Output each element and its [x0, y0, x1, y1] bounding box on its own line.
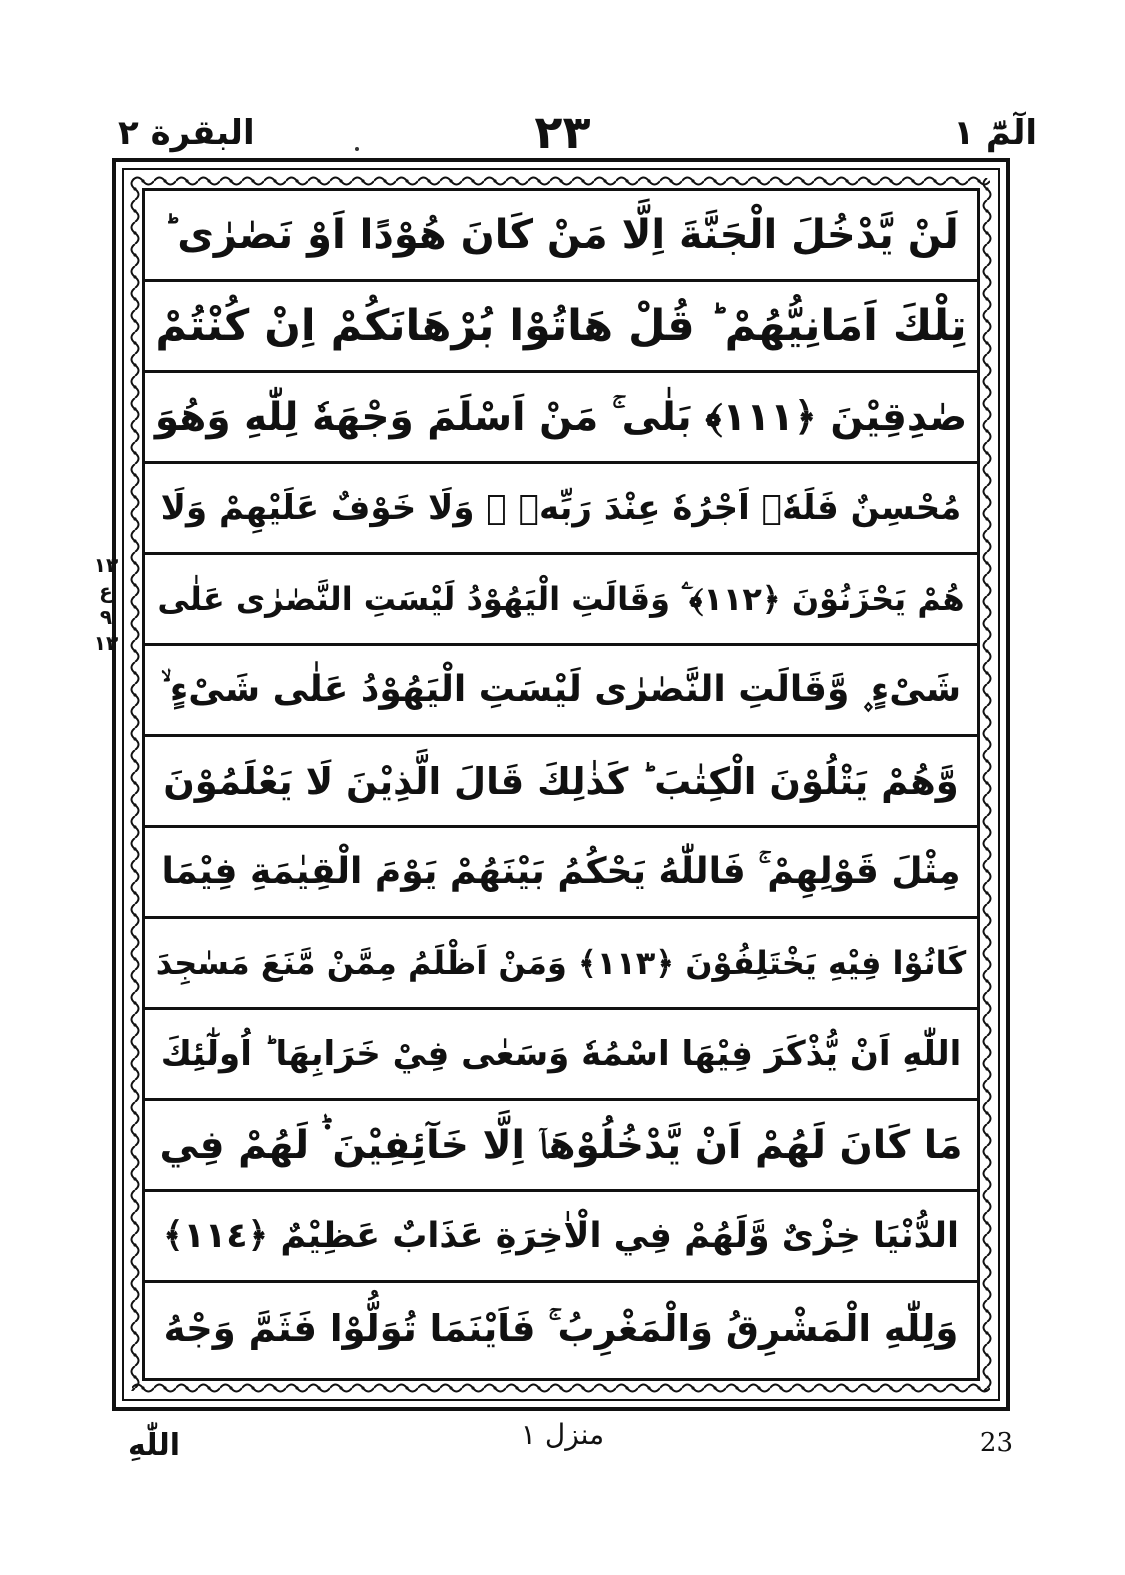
- verse-text: كَانُوْا فِيْهِ يَخْتَلِفُوْنَ ﴿١١٣﴾ وَمَنْ اَظْلَمُ مِمَّنْ مَّنَعَ مَسٰجِدَ: [155, 944, 967, 982]
- page-header: [0, 105, 1125, 165]
- page-number: 23: [979, 1428, 1013, 1458]
- ornament-left: [128, 178, 142, 1391]
- juz-name: الٓمّٓ ١: [953, 113, 1037, 153]
- text-line: [145, 1283, 977, 1374]
- ruku-bottom: ١٣: [93, 631, 119, 655]
- verse-text: مِثْلَ قَوْلِهِمْ ۚ فَاللّٰهُ يَحْكُمُ بَيْنَهُمْ يَوْمَ الْقِيٰمَةِ فِيْمَا: [161, 851, 961, 892]
- text-line: [145, 737, 977, 828]
- text-line: [145, 191, 977, 282]
- ruku-letter: ع: [99, 579, 113, 603]
- verse-text: وَّهُمْ يَتْلُوْنَ الْكِتٰبَ ؕ كَذٰلِكَ قَالَ الَّذِيْنَ لَا يَعْلَمُوْنَ: [163, 759, 959, 803]
- ornament-bottom: [132, 1381, 990, 1395]
- verse-text: اللّٰهِ اَنْ يُّذْكَرَ فِيْهَا اسْمُهٗ وَسَعٰى فِيْ خَرَابِهَا ؕ اُولٰٓئِكَ: [160, 1034, 962, 1074]
- text-line: [145, 464, 977, 555]
- surah-name: البقرة ٢: [118, 113, 255, 153]
- verse-text: الدُّنْيَا خِزْیٌ وَّلَهُمْ فِي الْاٰخِرَةِ عَذَابٌ عَظِيْمٌ ﴿١١٤﴾: [163, 1216, 959, 1256]
- text-line: [145, 646, 977, 737]
- text-line: [145, 373, 977, 464]
- text-area: [142, 188, 980, 1381]
- text-line: [145, 828, 977, 919]
- verse-text: صٰدِقِيْنَ ﴿١١١﴾ بَلٰى ۚ مَنْ اَسْلَمَ وَجْهَهٗ لِلّٰهِ وَهُوَ: [154, 394, 968, 440]
- verse-text: شَیْءٍ ۪ وَّقَالَتِ النَّصٰرٰى لَيْسَتِ الْيَهُوْدُ عَلٰى شَیْءٍ ۙ: [160, 669, 962, 710]
- text-lines: [145, 191, 977, 1378]
- ornament-top: [132, 174, 990, 188]
- verse-text: مَا كَانَ لَهُمْ اَنْ يَّدْخُلُوْهَاۤ اِلَّا خَآئِفِيْنَ ۬ؕ لَهُمْ فِي: [159, 1122, 963, 1168]
- manzil-label: منزل ١: [520, 1418, 605, 1451]
- text-line: [145, 1101, 977, 1192]
- ruku-marker: [86, 552, 126, 656]
- text-line: [145, 555, 977, 646]
- verse-text: هُمْ يَحْزَنُوْنَ ﴿١١٢﴾ ۧ وَقَالَتِ الْيَهُوْدُ لَيْسَتِ النَّصٰرٰى عَلٰى: [157, 579, 965, 618]
- page-footer: [0, 1418, 1125, 1478]
- page-number-arabic: ٢٣: [534, 105, 591, 159]
- verse-text: مُحْسِنٌ فَلَهٗۤ اَجْرُهٗ عِنْدَ رَبِّهٖ ۪ وَلَا خَوْفٌ عَلَيْهِمْ وَلَا: [160, 488, 962, 528]
- text-line: [145, 282, 977, 373]
- ornament-right: [980, 178, 994, 1391]
- text-line: [145, 1010, 977, 1101]
- page-frame: [112, 158, 1010, 1411]
- ruku-number: ٩: [99, 605, 113, 629]
- text-line: [145, 1192, 977, 1283]
- verse-text: لَنْ يَّدْخُلَ الْجَنَّةَ اِلَّا مَنْ كَانَ هُوْدًا اَوْ نَصٰرٰى ؕ: [163, 212, 959, 258]
- ruku-top: ١٣: [93, 553, 119, 577]
- verse-text: تِلْكَ اَمَانِيُّهُمْ ؕ قُلْ هَاتُوْا بُرْهَانَكُمْ اِنْ كُنْتُمْ: [155, 301, 967, 351]
- catchword: اللّٰهِ: [128, 1428, 180, 1463]
- header-dot: [355, 147, 359, 151]
- text-line: [145, 919, 977, 1010]
- verse-text: وَلِلّٰهِ الْمَشْرِقُ وَالْمَغْرِبُ ۚ فَاَيْنَمَا تُوَلُّوْا فَثَمَّ وَجْهُ: [163, 1306, 959, 1350]
